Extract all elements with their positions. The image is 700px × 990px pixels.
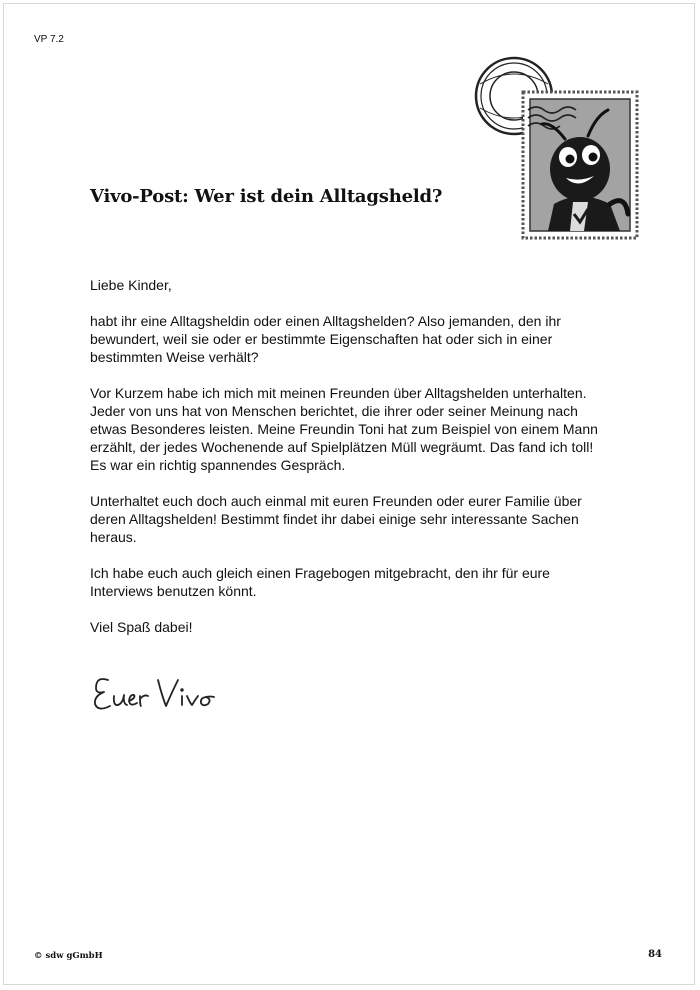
letter-body	[90, 276, 600, 654]
page-number: 84	[648, 949, 662, 960]
letter-paragraph: Vor Kurzem habe ich mich mit meinen Freunden über Alltagshelden unterhalten. Jeder von uns hat von Menschen berichtet, die ihrer oder seiner Meinung nach etwas Besonderes leisten. Meine Freundin Toni hat zum Beispiel von einem Mann erzählt, der jedes Wochenende auf Spielplätzen Müll wegräumt. Das fand ich toll! Es war ein richtig spannendes Gespräch.	[90, 385, 598, 473]
letter-paragraph: Unterhaltet euch doch auch einmal mit euren Freunden oder eurer Familie über deren Alltagshelden! Bestimmt findet ihr dabei einige sehr interessante Sachen heraus.	[90, 493, 582, 545]
signature	[92, 670, 242, 718]
letter-greeting: Liebe Kinder,	[90, 277, 172, 293]
letter-closing: Viel Spaß dabei!	[90, 619, 193, 635]
letter-paragraph: habt ihr eine Alltagsheldin oder einen Alltagshelden? Also jemanden, den ihr bewundert, weil sie oder er bestimmte Eigenschaften hat oder sich in einer bestimmten Weise verhält?	[90, 313, 561, 365]
ant-mascot-stamp-icon	[470, 44, 645, 244]
stamp-area	[470, 44, 645, 244]
page-title: Vivo-Post: Wer ist dein Alltagsheld?	[90, 186, 443, 207]
page-code: VP 7.2	[34, 34, 64, 45]
footer-copyright: © sdw gGmbH	[34, 951, 103, 961]
letter-paragraph: Ich habe euch auch gleich einen Fragebogen mitgebracht, den ihr für eure Interviews benutzen könnt.	[90, 565, 550, 599]
